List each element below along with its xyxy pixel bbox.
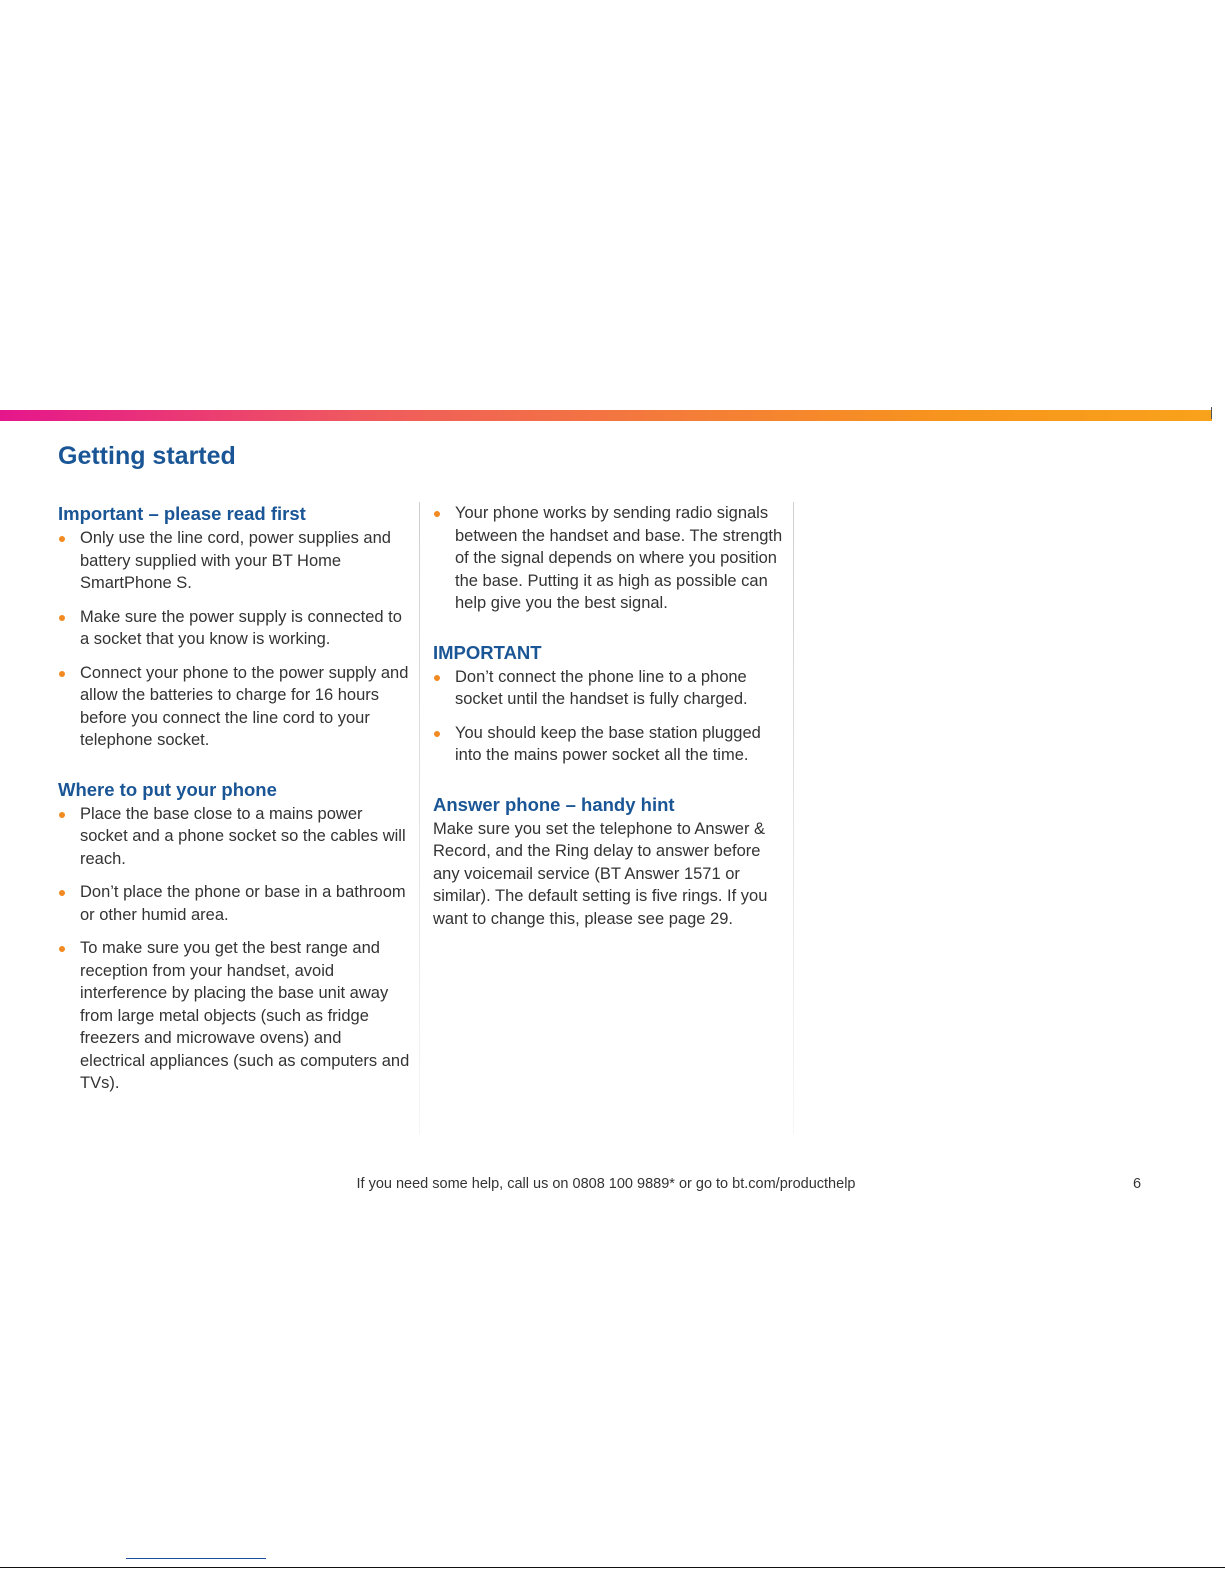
bullet-icon bbox=[434, 675, 440, 681]
list-item bbox=[58, 606, 410, 651]
list-item-text: Don’t place the phone or base in a bathroom or other humid area. bbox=[80, 883, 406, 924]
list-item bbox=[433, 666, 785, 711]
page-title: Getting started bbox=[58, 442, 236, 470]
list-item-text: Don’t connect the phone line to a phone socket until the handset is fully charged. bbox=[455, 667, 748, 708]
bullet-icon bbox=[59, 615, 65, 621]
section-heading: Important – please read first bbox=[58, 503, 306, 524]
important-section bbox=[58, 502, 410, 752]
hint-paragraph: Make sure you set the telephone to Answer & Record, and the Ring delay to answer before any voicemail service (BT Answer 1571 or similar). The default setting is five rings. If you want to change this, please see page 29. bbox=[433, 819, 768, 928]
bullet-icon bbox=[59, 946, 65, 952]
bullet-list bbox=[433, 502, 785, 615]
bullet-icon bbox=[59, 536, 65, 542]
page-number: 6 bbox=[1133, 1176, 1142, 1192]
column-divider bbox=[419, 502, 420, 1134]
footer-help-text: If you need some help, call us on 0808 100 9889* or go to bt.com/producthelp bbox=[356, 1176, 856, 1192]
list-item-text: Only use the line cord, power supplies and battery supplied with your BT Home SmartPhone S. bbox=[80, 529, 391, 592]
bullet-icon bbox=[59, 890, 65, 896]
placement-section bbox=[58, 778, 410, 1095]
list-item-text: You should keep the base station plugged into the mains power socket all the time. bbox=[455, 723, 761, 764]
section-heading: Where to put your phone bbox=[58, 778, 277, 800]
link-underline bbox=[126, 1558, 266, 1559]
crop-mark bbox=[1211, 407, 1212, 419]
bullet-icon bbox=[59, 671, 65, 677]
page-edge-line bbox=[0, 1567, 1225, 1568]
bullet-icon bbox=[59, 812, 65, 818]
list-item-text: Connect your phone to the power supply and allow the batteries to charge for 16 hours before you connect the line cord to your telephone socket. bbox=[80, 663, 409, 749]
section-heading: Answer phone – handy hint bbox=[433, 793, 675, 815]
left-column bbox=[58, 502, 410, 1121]
signal-section bbox=[433, 502, 785, 615]
right-column bbox=[433, 502, 785, 956]
header-gradient-bar bbox=[0, 410, 1212, 421]
list-item bbox=[58, 662, 410, 752]
bullet-list bbox=[58, 527, 410, 752]
bullet-icon bbox=[434, 731, 440, 737]
list-item-text: Your phone works by sending radio signals between the handset and base. The strength of the signal depends on where you position the base. Putting it as high as possible can help give you the best signal. bbox=[455, 504, 783, 612]
list-item bbox=[58, 881, 410, 926]
column-divider bbox=[793, 502, 794, 1134]
handy-hint-section bbox=[433, 793, 785, 931]
list-item bbox=[433, 502, 785, 615]
bullet-list bbox=[433, 666, 785, 767]
important-warning-section bbox=[433, 641, 785, 767]
bullet-icon bbox=[434, 511, 440, 517]
list-item-text: To make sure you get the best range and reception from your handset, avoid interference by placing the base unit away from large metal objects (such as fridge freezers and microwave ovens) and electrical appliances (such as computers and TVs). bbox=[80, 939, 410, 1092]
list-item bbox=[433, 722, 785, 767]
section-heading: IMPORTANT bbox=[433, 641, 542, 663]
list-item bbox=[58, 527, 410, 595]
list-item-text: Make sure the power supply is connected to a socket that you know is working. bbox=[80, 607, 402, 648]
list-item-text: Place the base close to a mains power socket and a phone socket so the cables will reach. bbox=[80, 804, 406, 868]
list-item bbox=[58, 803, 410, 871]
bullet-list bbox=[58, 803, 410, 1095]
list-item bbox=[58, 937, 410, 1095]
